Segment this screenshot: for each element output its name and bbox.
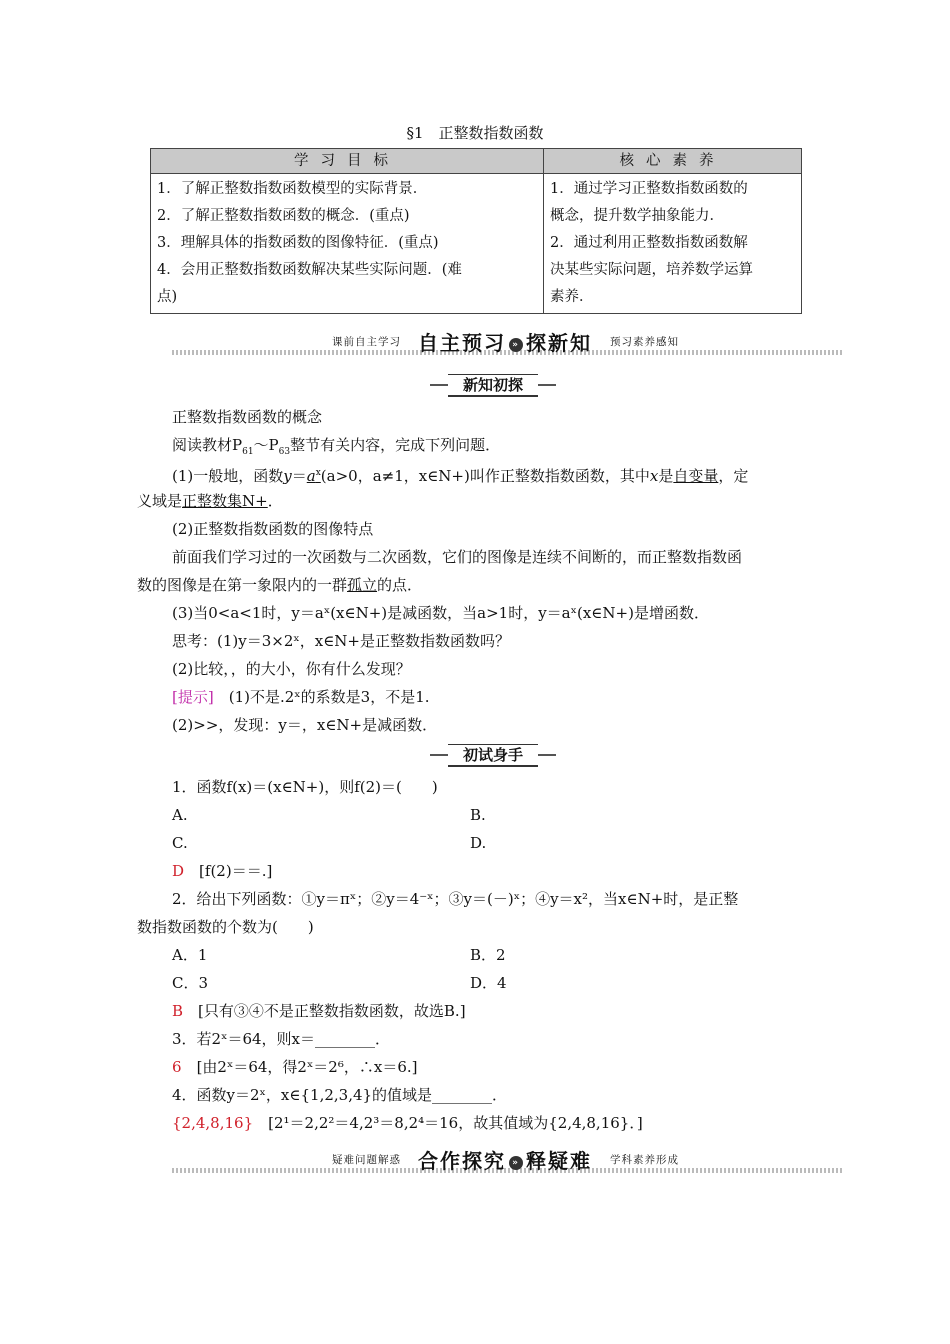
q2-option-b: B．2: [470, 946, 506, 964]
section-dash-right: [538, 754, 556, 756]
section-label: 新知初探: [448, 374, 538, 397]
double-arrow-icon: »: [509, 1156, 523, 1170]
core-literacy-cell: [544, 174, 802, 314]
section-label: 初试身手: [448, 744, 538, 767]
item1-line1: (1)一般地，函数$y=a^x(a>0$，a≠1，x∈N+)叫作正整数指数函数，其中x是自变量，定: [172, 467, 749, 485]
banner-preview: [172, 330, 844, 358]
item1-text-a: (1)一般地，函数: [172, 467, 284, 485]
objective-line: 1．了解正整数指数函数模型的实际背景．: [157, 181, 428, 197]
read-pre: 阅读教材P: [172, 436, 243, 454]
concept-heading: 正整数指数函数的概念: [172, 408, 323, 426]
banner-main: [418, 327, 592, 356]
q2-option-c: C．3: [172, 974, 209, 992]
question-2-line-1: 2．给出下列函数：①y＝πˣ；②y＝4⁻ˣ；③y＝(－)ˣ；④y＝x²，当x∈N+时，是正整: [172, 890, 739, 908]
banner-main: [418, 1145, 592, 1174]
item2-heading: (2)正整数指数函数的图像特点: [172, 520, 374, 538]
q2-option-a: A．1: [172, 946, 208, 964]
objective-line: 2．了解正整数指数函数的概念．(重点): [157, 208, 410, 224]
read-sub-2: 63: [278, 447, 291, 457]
item1-blank-1: 自变量: [673, 467, 719, 485]
banner-main-2: 探新知: [526, 331, 592, 355]
question-3: 3．若2ˣ＝64，则x＝________．: [172, 1030, 390, 1048]
q1-option-c: C.: [172, 834, 188, 852]
item2-p2b: 的点．: [377, 576, 423, 594]
objectives-cell: [151, 174, 544, 314]
literacy-line: 素养．: [550, 289, 594, 305]
answer-1-letter: D: [172, 862, 185, 880]
answer-2: [172, 1000, 466, 1022]
section-first-try: [430, 744, 556, 766]
hint-1: (1)不是.2ˣ的系数是3，不是1.: [228, 688, 430, 706]
item1-line2-a: 义域是: [137, 492, 183, 510]
answer-3-text: [由2ˣ＝64，得2ˣ＝2⁶，∴x＝6.]: [196, 1058, 418, 1076]
item3: (3)当0<a<1时，y＝aˣ(x∈N+)是减函数，当a>1时，y＝aˣ(x∈N+)是增函数．: [172, 604, 709, 622]
read-mid: ～P: [253, 436, 279, 454]
core-literacy-header: 核心素养: [544, 149, 802, 174]
q1-option-a: A.: [172, 806, 188, 824]
banner-explore: [172, 1148, 844, 1176]
answer-4-letter: {2,4,8,16}: [172, 1114, 254, 1132]
question-4: 4．函数y＝2ˣ，x∈{1,2,3,4}的值域是________．: [172, 1086, 508, 1104]
item1-x: x: [649, 467, 659, 485]
hint-2: (2)>>，发现：y＝，x∈N+是减函数．: [172, 716, 438, 734]
hint-label: [提示]: [172, 688, 214, 706]
item1-blank-2: 正整数集N+: [182, 492, 268, 510]
banner-main-1: 合作探究: [418, 1149, 506, 1173]
answer-2-text: [只有③④不是正整数指数函数，故选B.]: [198, 1002, 466, 1020]
item2-blank: 孤立: [347, 576, 378, 594]
q1-option-b: B.: [470, 806, 486, 824]
objectives-header: 学习目标: [151, 149, 544, 174]
section-new-knowledge: [430, 374, 556, 396]
page-title: §1 正整数指数函数: [406, 124, 544, 142]
item2-para-2: [137, 574, 422, 596]
question-2-line-2: 数指数函数的个数为( ): [137, 918, 314, 936]
section-dash-right: [538, 384, 556, 386]
think-2: (2)比较，，的大小，你有什么发现？: [172, 660, 411, 678]
banner-left-text: 课前自主学习: [332, 336, 401, 348]
hint-line: [172, 686, 430, 708]
q1-option-d: D.: [470, 834, 487, 852]
answer-1: [172, 860, 272, 882]
item2-para-1: 前面我们学习过的一次函数与二次函数，它们的图像是连续不间断的，而正整数指数函: [172, 548, 743, 566]
banner-main-1: 自主预习: [418, 331, 506, 355]
literacy-line: 2．通过利用正整数指数函数解: [550, 235, 748, 251]
literacy-line: 概念，提升数学抽象能力．: [550, 208, 724, 224]
item1-line2-b: ．: [267, 492, 283, 510]
objective-line: 4．会用正整数指数函数解决某些实际问题．(难: [157, 262, 462, 278]
answer-4-text: [2¹＝2,2²＝4,2³＝8,2⁴＝16，故其值域为{2,4,8,16}．]: [268, 1114, 643, 1132]
banner-main-2: 释疑难: [526, 1149, 592, 1173]
answer-3: [172, 1056, 417, 1078]
item1-text-d: ，定: [718, 467, 749, 485]
objective-line: 3．理解具体的指数函数的图像特征．(重点): [157, 235, 439, 251]
answer-3-letter: 6: [172, 1058, 182, 1076]
answer-1-text: [f(2)＝＝.]: [199, 862, 273, 880]
item2-p2a: 数的图像是在第一象限内的一群: [137, 576, 348, 594]
item1-text-c: 是: [658, 467, 674, 485]
banner-right-text: 学科素养形成: [610, 1154, 679, 1166]
literacy-line: 1．通过学习正整数指数函数的: [550, 181, 748, 197]
read-post: 整节有关内容，完成下列问题．: [290, 436, 501, 454]
literacy-line: 决某些实际问题，培养数学运算: [550, 262, 753, 278]
think-1: 思考：(1)y＝3×2ˣ，x∈N+是正整数指数函数吗？: [172, 632, 510, 650]
reading-line: [172, 434, 500, 463]
question-1: 1．函数f(x)＝(x∈N+)，则f(2)＝( ): [172, 778, 438, 796]
answer-2-letter: B: [172, 1002, 184, 1020]
double-arrow-icon: »: [509, 338, 523, 352]
item1-line2: [137, 490, 283, 512]
banner-right-text: 预习素养感知: [610, 336, 679, 348]
read-sub-1: 61: [242, 447, 254, 457]
q2-option-d: D．4: [470, 974, 507, 992]
section-dash-left: [430, 384, 448, 386]
section-dash-left: [430, 754, 448, 756]
banner-left-text: 疑难问题解惑: [332, 1154, 401, 1166]
item1-text-b: (a>0，a≠1，x∈N+)叫作正整数指数函数，其中: [320, 467, 650, 485]
objective-line: 点): [157, 289, 178, 305]
objectives-table: [150, 148, 802, 314]
answer-4: [172, 1112, 643, 1134]
